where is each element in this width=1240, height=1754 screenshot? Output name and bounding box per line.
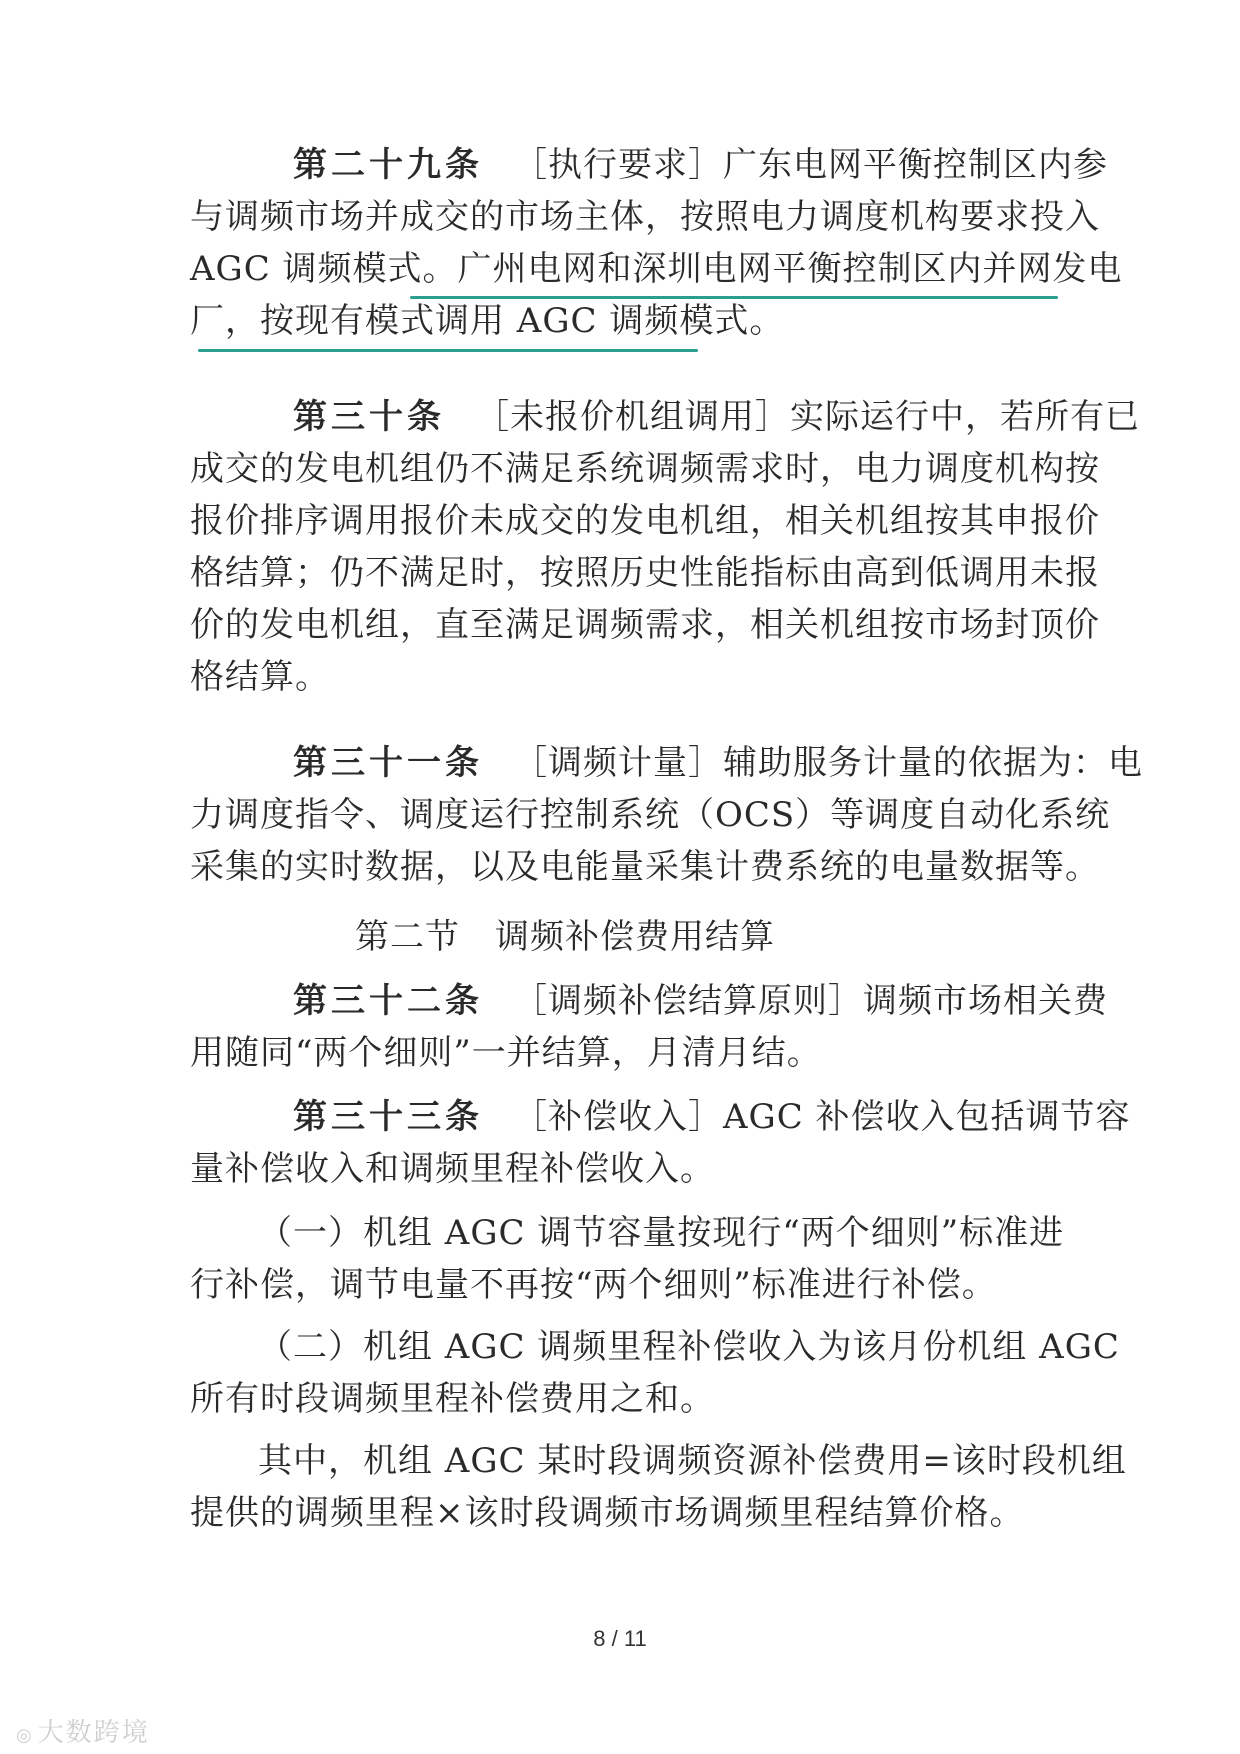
art30-line-1 <box>293 388 1140 446</box>
art33-line-2: 量补偿收入和调频里程补偿收入。 <box>190 1149 715 1189</box>
watermark <box>16 1712 150 1749</box>
art31-line-1 <box>293 734 1143 792</box>
art33-text-1: ［补偿收入］AGC 补偿收入包括调节容 <box>513 1097 1131 1137</box>
formula-line-2: 提供的调频里程×该时段调频市场调频里程结算价格。 <box>190 1493 1025 1533</box>
art30-title: 第三十条 <box>293 397 445 437</box>
art29-line-4: 厂，按现有模式调用 AGC 调频模式。 <box>190 301 785 341</box>
art31-line-3: 采集的实时数据，以及电能量采集计费系统的电量数据等。 <box>190 847 1100 887</box>
art29-title: 第二十九条 <box>293 145 483 185</box>
art29-line-2: 与调频市场并成交的市场主体，按照电力调度机构要求投入 <box>190 197 1100 237</box>
art30-line-6: 格结算。 <box>190 657 330 697</box>
art29-text-1: ［执行要求］广东电网平衡控制区内参 <box>513 145 1108 185</box>
item2-line-1: （二）机组 AGC 调频里程补偿收入为该月份机组 AGC <box>258 1327 1120 1367</box>
art30-line-4: 格结算；仍不满足时，按照历史性能指标由高到低调用未报 <box>190 553 1100 593</box>
art32-line-1 <box>293 972 1108 1030</box>
art30-text-1: ［未报价机组调用］实际运行中，若所有已 <box>475 397 1140 437</box>
art29-line-3: AGC 调频模式。广州电网和深圳电网平衡控制区内并网发电 <box>190 249 1123 289</box>
art29-line-1 <box>293 136 1108 194</box>
art33-title: 第三十三条 <box>293 1097 483 1137</box>
art31-title: 第三十一条 <box>293 743 483 783</box>
watermark-text: 大数跨境 <box>37 1718 150 1748</box>
art30-line-3: 报价排序调用报价未成交的发电机组，相关机组按其申报价 <box>190 501 1100 541</box>
item1-line-2: 行补偿，调节电量不再按“两个细则”标准进行补偿。 <box>190 1265 997 1305</box>
section-heading: 第二节 调频补偿费用结算 <box>355 917 775 957</box>
art31-line-2: 力调度指令、调度运行控制系统（OCS）等调度自动化系统 <box>190 795 1111 835</box>
item1-line-1: （一）机组 AGC 调节容量按现行“两个细则”标准进 <box>258 1213 1065 1253</box>
art32-line-2: 用随同“两个细则”一并结算，月清月结。 <box>190 1033 822 1073</box>
art32-title: 第三十二条 <box>293 981 483 1021</box>
art30-line-2: 成交的发电机组仍不满足系统调频需求时，电力调度机构按 <box>190 449 1100 489</box>
page-number: 8 / 11 <box>593 1626 647 1651</box>
art31-text-1: ［调频计量］辅助服务计量的依据为：电 <box>513 743 1143 783</box>
art30-line-5: 价的发电机组，直至满足调频需求，相关机组按市场封顶价 <box>190 605 1100 645</box>
highlight-underline-2 <box>198 349 698 352</box>
watermark-logo-icon: ◎ <box>16 1725 34 1746</box>
art33-line-1 <box>293 1088 1131 1146</box>
formula-line-1: 其中，机组 AGC 某时段调频资源补偿费用=该时段机组 <box>258 1441 1127 1481</box>
item2-line-2: 所有时段调频里程补偿费用之和。 <box>190 1379 715 1419</box>
highlight-underline-1 <box>410 296 1058 299</box>
art32-text-1: ［调频补偿结算原则］调频市场相关费 <box>513 981 1108 1021</box>
